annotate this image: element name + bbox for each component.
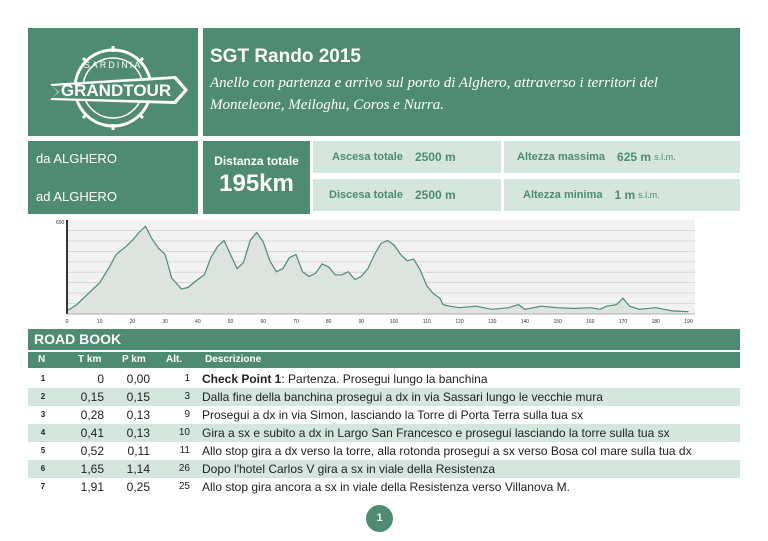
- row-description-text: Allo stop gira ancora a sx in viale della Resistenza verso Villanova M.: [202, 480, 570, 494]
- row-altitude: 10: [178, 427, 190, 438]
- subtitle-line-2: Monteleone, Meiloghu, Coros e Nurra.: [210, 97, 445, 113]
- table-row: [28, 442, 740, 460]
- row-number: 7: [40, 482, 46, 491]
- row-checkpoint: Check Point 1: [202, 372, 282, 386]
- page-subtitle: [210, 72, 740, 116]
- distance-value: 195km: [219, 170, 294, 197]
- min-altitude-unit: s.l.m.: [638, 190, 660, 200]
- chart-x-tick-label: 60: [260, 319, 267, 325]
- row-total-km: 0,52: [80, 444, 104, 458]
- grandtour-logo: [28, 28, 198, 136]
- logo-box: [28, 28, 198, 136]
- chart-x-tick-label: 110: [422, 319, 431, 325]
- logo-top-text: SARDINIA: [83, 60, 143, 70]
- row-total-km: 0,28: [80, 408, 104, 422]
- page-title: SGT Rando 2015: [210, 46, 361, 67]
- chart-x-tick-label: 140: [520, 319, 530, 325]
- row-altitude: 3: [184, 391, 190, 402]
- chart-x-tick-label: 150: [553, 319, 562, 325]
- col-tkm: T km: [78, 354, 102, 365]
- row-partial-km: 0,13: [126, 408, 150, 422]
- row-description: [202, 480, 570, 494]
- distance-box: [203, 141, 310, 214]
- descent-stat: [313, 179, 501, 211]
- logo-main-text: GRANDTOUR: [60, 81, 172, 100]
- chart-x-tick-label: 100: [389, 319, 399, 325]
- chart-x-tick-label: 190: [684, 319, 693, 325]
- max-altitude-label: Altezza massima: [517, 151, 606, 163]
- row-number: 4: [40, 428, 46, 437]
- chart-x-tick-label: 80: [325, 319, 332, 325]
- row-number: 3: [40, 410, 46, 419]
- title-box: [203, 28, 740, 136]
- row-total-km: 1,91: [80, 480, 104, 494]
- chart-x-tick-label: 90: [358, 319, 365, 325]
- min-altitude-label: Altezza minima: [523, 189, 603, 201]
- ascent-stat: [313, 141, 501, 173]
- table-row: [28, 460, 740, 478]
- col-n: N: [38, 354, 46, 365]
- row-partial-km: 1,14: [126, 462, 150, 476]
- min-altitude-value: 1 m: [614, 188, 636, 202]
- chart-x-tick-label: 30: [162, 319, 168, 325]
- ascent-label: Ascesa totale: [332, 151, 403, 163]
- roadbook-columns: [28, 352, 740, 368]
- descent-label: Discesa totale: [329, 189, 403, 201]
- row-altitude: 9: [184, 409, 190, 420]
- row-description-text: Gira a sx e subito a dx in Largo San Francesco e prosegui lasciando la torre sulla tua sx: [202, 426, 670, 440]
- row-number: 1: [40, 374, 46, 383]
- row-number: 2: [40, 392, 46, 401]
- chart-x-tick-label: 50: [227, 319, 234, 325]
- row-total-km: 0,15: [80, 390, 104, 404]
- chart-x-tick-label: 0: [65, 319, 69, 325]
- max-altitude-stat: [504, 141, 740, 173]
- elevation-chart: [55, 216, 703, 326]
- chart-x-tick-label: 70: [293, 319, 299, 325]
- chart-x-tick-label: 20: [129, 319, 136, 325]
- row-description: [202, 462, 495, 476]
- row-description-text: Allo stop gira a dx verso la torre, alla rotonda prosegui a sx verso Bosa col mare sulla tua dx: [202, 444, 692, 458]
- row-altitude: 26: [178, 463, 190, 474]
- row-description: [202, 444, 692, 458]
- ascent-value: 2500 m: [414, 150, 456, 164]
- row-description-text: : Partenza. Prosegui lungo la banchina: [281, 372, 488, 386]
- row-description: [202, 408, 583, 422]
- row-description: [202, 426, 670, 440]
- table-row: [28, 388, 740, 406]
- route-box: [28, 141, 198, 214]
- min-altitude-stat: [504, 179, 740, 211]
- row-description-text: Prosegui a dx in via Simon, lasciando la Torre di Porta Terra sulla tua sx: [202, 408, 584, 422]
- row-description-text: Dopo l'hotel Carlos V gira a sx in viale della Resistenza: [202, 462, 496, 476]
- row-total-km: 0,41: [80, 426, 104, 440]
- chart-y-tick-label: 600: [56, 220, 65, 226]
- row-description-text: Dalla fine della banchina prosegui a dx in via Sassari lungo le vecchie mura: [202, 390, 603, 404]
- col-alt: Alt.: [166, 354, 183, 365]
- chart-x-tick-label: 180: [651, 319, 660, 325]
- table-row: [28, 478, 740, 496]
- page-number: 1: [366, 505, 393, 532]
- route-from: da ALGHERO: [36, 151, 117, 166]
- row-total-km: 0: [97, 372, 104, 386]
- chart-x-tick-label: 130: [488, 319, 497, 325]
- chart-x-tick-label: 170: [618, 319, 628, 325]
- row-altitude: 11: [179, 445, 190, 456]
- row-partial-km: 0,11: [127, 444, 150, 458]
- row-total-km: 1,65: [80, 462, 104, 476]
- chart-x-tick-label: 40: [195, 319, 201, 325]
- chart-x-tick-label: 10: [96, 319, 103, 325]
- subtitle-line-1: Anello con partenza e arrivo sul porto di Alghero, attraverso i territori del: [210, 75, 658, 91]
- col-pkm: P km: [122, 354, 146, 365]
- row-partial-km: 0,00: [126, 372, 150, 386]
- max-altitude-unit: s.l.m.: [654, 152, 676, 162]
- row-number: 6: [40, 464, 46, 473]
- col-desc: Descrizione: [205, 354, 262, 365]
- row-partial-km: 0,13: [126, 426, 150, 440]
- chart-x-tick-label: 160: [586, 319, 595, 325]
- row-partial-km: 0,25: [126, 480, 150, 494]
- roadbook-title: ROAD BOOK: [28, 329, 740, 350]
- max-altitude-value: 625 m: [617, 150, 652, 164]
- table-row: [28, 406, 740, 424]
- chart-x-tick-label: 120: [455, 319, 464, 325]
- descent-value: 2500 m: [414, 188, 456, 202]
- row-description: [202, 390, 603, 404]
- distance-label: Distanza totale: [214, 154, 299, 168]
- row-description: [202, 372, 488, 386]
- row-partial-km: 0,15: [126, 390, 150, 404]
- row-altitude: 1: [184, 373, 190, 384]
- table-row: [28, 424, 740, 442]
- row-altitude: 25: [178, 481, 190, 492]
- table-row: [28, 370, 740, 388]
- row-number: 5: [40, 446, 46, 455]
- route-to: ad ALGHERO: [36, 189, 117, 204]
